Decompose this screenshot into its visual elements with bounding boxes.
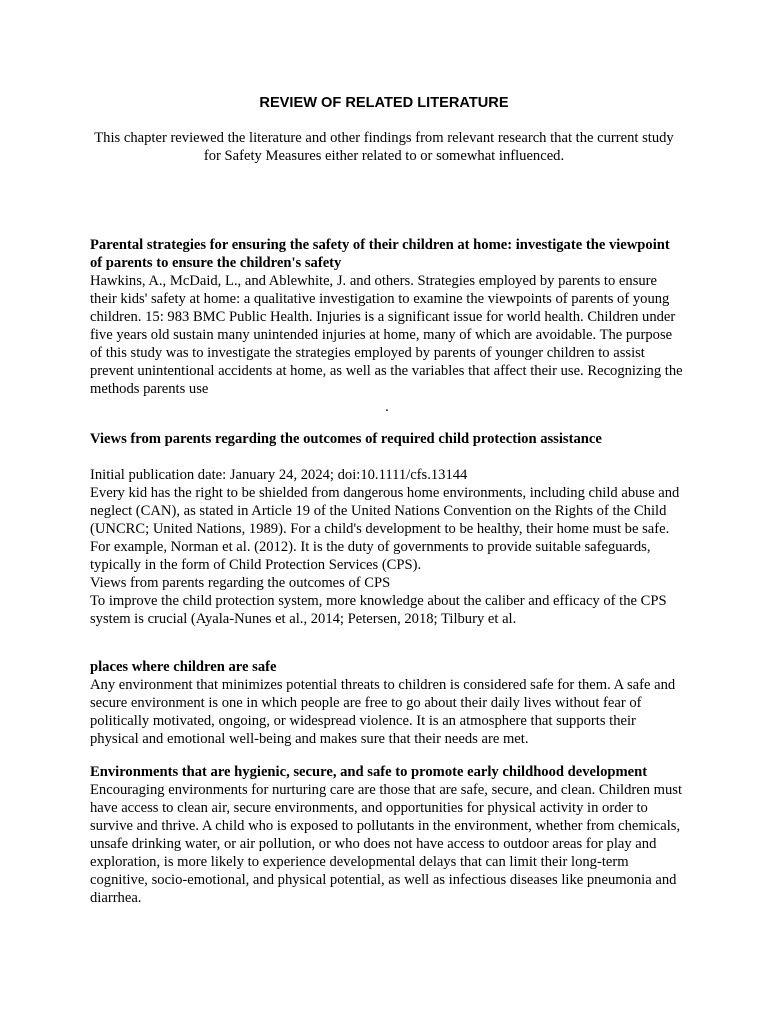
- section-body: Every kid has the right to be shielded from dangerous home environments, including child abuse and neglect (CAN), as stated in Article 19 of the United Nations Convention on the Rights of the Child (UNCRC; United Nations, 1989). For a child's development to be healthy, their home must be safe. For example, Norman et al. (2012). It is the duty of governments to provide suitable safeguards, typically in the form of Child Protection Services (CPS).: [90, 485, 680, 573]
- page-title: REVIEW OF RELATED LITERATURE: [259, 95, 509, 111]
- section-heading: Parental strategies for ensuring the safety of their children at home: investigate the viewpoint of parents to ensure the children's safety: [90, 237, 670, 271]
- section-hygienic-environments: [90, 763, 684, 907]
- section-heading: places where children are safe: [90, 659, 277, 675]
- section-body: Hawkins, A., McDaid, L., and Ablewhite, J. and others. Strategies employed by parents to ensure their kids' safety at home: a qualitative investigation to examine the viewpoints of parents of young children. 15: 983 BMC Public Health. Injuries is a significant issue for world health. Children under five years old sustain many unintended injuries at home, many of which are avoidable. The purpose of this study was to investigate the strategies employed by parents of younger children to assist prevent unintentional accidents at home, as well as the variables that affect their use. Recognizing the methods parents use: [90, 273, 683, 397]
- section-body: Encouraging environments for nurturing care are those that are safe, secure, and clean. Children must have access to clean air, secure environments, and opportunities for physical activity in order to survive and thrive. A child who is exposed to pollutants in the environment, whether from chemicals, unsafe drinking water, or air pollution, or who does not have access to outdoor areas for play and exploration, is more likely to experience developmental delays that can limit their long-term cognitive, socio-emotional, and physical potential, as well as infectious diseases like pneumonia and diarrhea.: [90, 782, 683, 906]
- section-parent-views: [90, 430, 684, 628]
- intro-paragraph: This chapter reviewed the literature and other findings from relevant research that the current study for Safety Measures either related to or somewhat influenced.: [94, 130, 674, 164]
- section-subheading: Views from parents regarding the outcomes of CPS: [90, 575, 391, 591]
- section-body: Any environment that minimizes potential threats to children is considered safe for them. A safe and secure environment is one in which people are free to go about their daily lives without fear of politically motivated, ongoing, or widespread violence. It is an atmosphere that supports their physical and emotional well-being and makes sure that their needs are met.: [90, 677, 676, 747]
- section-body-continued: To improve the child protection system, more knowledge about the caliber and efficacy of the CPS system is crucial (Ayala-Nunes et al., 2014; Petersen, 2018; Tilbury et al.: [90, 593, 667, 627]
- section-heading: Environments that are hygienic, secure, and safe to promote early childhood development: [90, 764, 648, 780]
- section-safe-places: [90, 658, 684, 748]
- section-parental-strategies: [90, 236, 684, 416]
- publication-line: Initial publication date: January 24, 2024; doi:10.1111/cfs.13144: [90, 467, 468, 483]
- section-heading: Views from parents regarding the outcomes of required child protection assistance: [90, 431, 602, 447]
- section-trailer: .: [385, 399, 389, 415]
